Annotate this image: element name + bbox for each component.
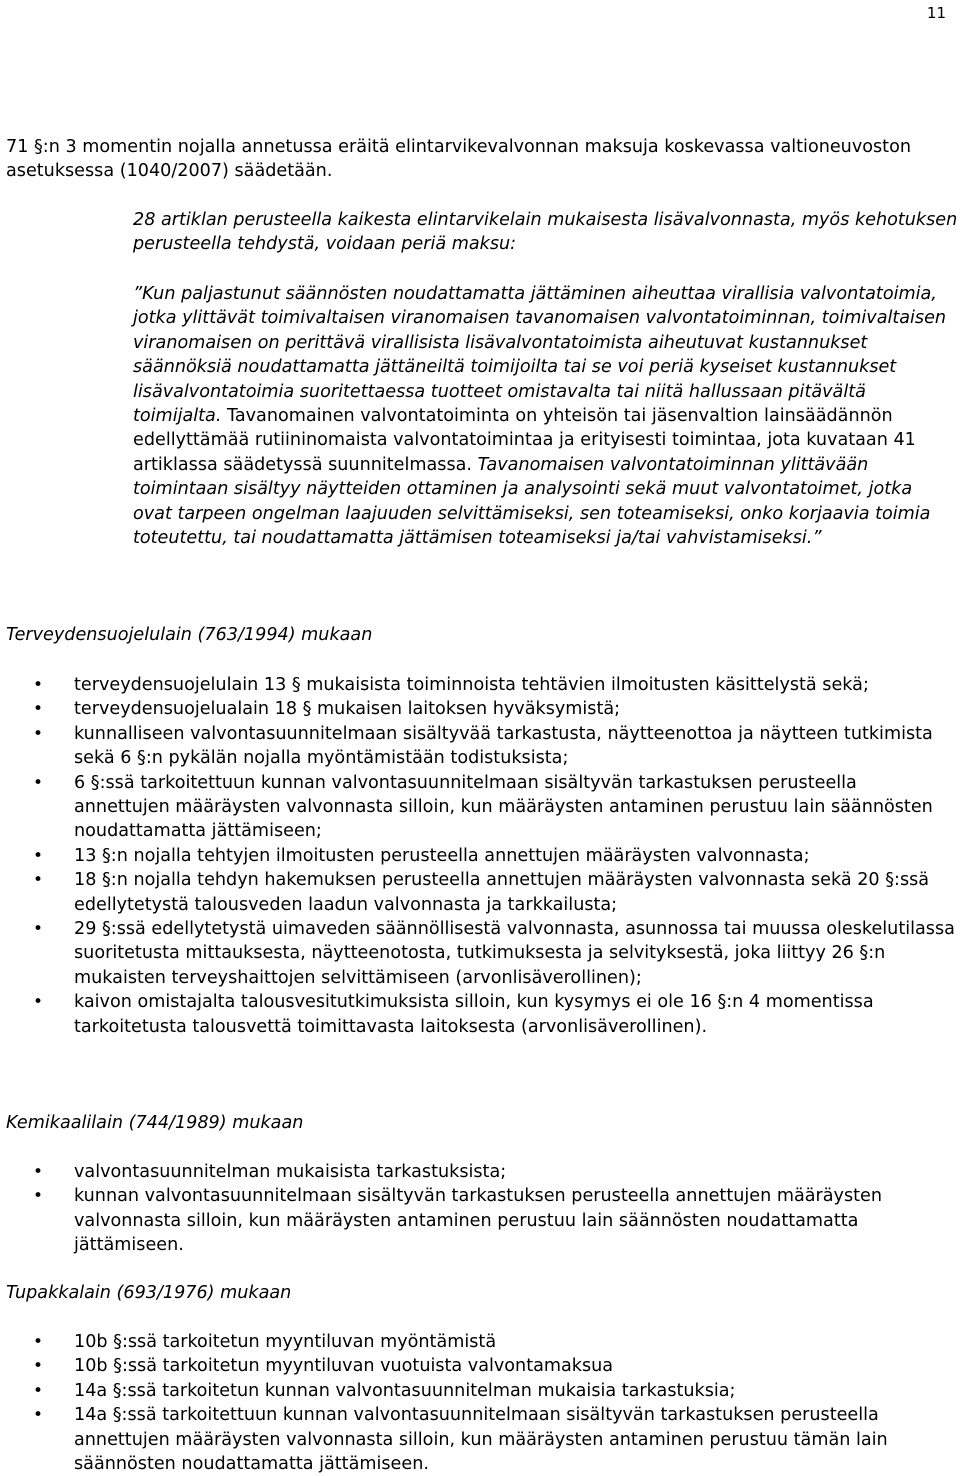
list-item: • 6 §:ssä tarkoitettuun kunnan valvontasuunnitelmaan sisältyvän tarkastuksen perusteella annettujen määräysten valvonnasta silloin, kun määräysten antaminen perustuu lain säännösten noudattamatta jättämiseen; [0,771,955,844]
section-heading-kemikaalilaki: Kemikaalilain (744/1989) mukaan [6,1113,304,1133]
section-heading-tupakkalaki: Tupakkalain (693/1976) mukaan [6,1283,292,1303]
regulation-quote [133,282,953,550]
intro-paragraph: 71 §:n 3 momentin nojalla annetussa eräitä elintarvikevalvonnan maksuja koskevassa valtioneuvoston asetuksessa (1040/2007) säädetään. [6,137,911,182]
section-heading-terveydensuojelulaki: Terveydensuojelulain (763/1994) mukaan [6,625,373,645]
list-item: • kunnalliseen valvontasuunnitelmaan sisältyvää tarkastusta, näytteenottoa ja näytteen tutkimista sekä 6 §:n pykälän nojalla myöntämistään todistuksista; [0,722,955,771]
list-item: • 14a §:ssä tarkoitettuun kunnan valvontasuunnitelmaan sisältyvän tarkastuksen perusteella annettujen määräysten valvonnasta silloin, kun määräysten antaminen perustuu tämän lain säännösten noudattamatta jättämiseen. [0,1403,955,1476]
tupakkalaki-list [0,1330,955,1476]
list-item: • 10b §:ssä tarkoitetun myyntiluvan myöntämistä [0,1330,955,1354]
list-item: • terveydensuojelualain 18 § mukaisen laitoksen hyväksymistä; [0,697,955,721]
list-item: • terveydensuojelulain 13 § mukaisista toiminnoista tehtävien ilmoitusten käsittelystä sekä; [0,673,955,697]
list-item: • 10b §:ssä tarkoitetun myyntiluvan vuotuista valvontamaksua [0,1354,955,1378]
list-item: • kaivon omistajalta talousvesitutkimuksista silloin, kun kysymys ei ole 16 §:n 4 momentissa tarkoitetusta talousvettä toimittavasta laitoksesta (arvonlisäverollinen). [0,990,955,1039]
quote-italic-text: ”Kun paljastunut säännösten noudattamatta jättäminen aiheuttaa virallisia valvontatoimia, jotka ylittävät toimivaltaisen viranomaisen tavanomaisen valvontatoiminnan, toimivaltaisen viranomaisen on perittävä virallisista lisävalvontatoimista aiheutuvat kustannukset säännöksiä noudattamatta jättäneiltä toimijoilta tai se voi periä kyseiset kustannukset lisävalvontatoimia suoritettaessa tuotteet omistavalta tai niitä hallussaan pitävältä toimijalta. [133,284,947,427]
list-item: • 13 §:n nojalla tehtyjen ilmoitusten perusteella annettujen määräysten valvonnasta; [0,844,955,868]
list-item: • valvontasuunnitelman mukaisista tarkastuksista; [0,1160,955,1184]
list-item: • 29 §:ssä edellytetystä uimaveden säännöllisestä valvonnasta, asunnossa tai muussa oleskelutilassa suoritetusta mittauksesta, näytteenotosta, tutkimuksesta ja selvityksestä, joka liittyy 26 §:n mukaisten terveyshaittojen selvittämiseen (arvonlisäverollinen); [0,917,955,990]
list-item: • 14a §:ssä tarkoitetun kunnan valvontasuunnitelman mukaisia tarkastuksia; [0,1379,955,1403]
quote-normal-text: Tavanomainen valvontatoiminta on yhteisön tai jäsenvaltion lainsäädännön edellyttämää rutiininomaista valvontatoimintaa ja erityisesti toimintaa, jota kuvataan 41 artiklassa säädetyssä suunnitelmassa. [133,406,916,475]
page-number: 11 [926,4,946,22]
terveydensuojelulaki-list [0,673,955,1039]
quote-italic-text-2: Tavanomaisen valvontatoiminnan ylittävään toimintaan sisältyy näytteiden ottaminen ja analysointi sekä muut valvontatoimet, jotka ovat tarpeen ongelman laajuuden selvittämiseksi, sen toteamiseksi, onko korjaavia toimia toteutettu, tai noudattamatta jättämisen toteamiseksi ja/tai vahvistamiseksi.” [133,454,931,549]
quote-lead-paragraph: 28 artiklan perusteella kaikesta elintarvikelain mukaisesta lisävalvonnasta, myös kehotuksen perusteella tehdystä, voidaan periä maksu: [133,210,958,255]
kemikaalilaki-list [0,1160,955,1258]
list-item: • 18 §:n nojalla tehdyn hakemuksen perusteella annettujen määräysten valvonnasta sekä 20 §:ssä edellytetystä talousveden laadun valvonnasta ja tarkkailusta; [0,868,955,917]
list-item: • kunnan valvontasuunnitelmaan sisältyvän tarkastuksen perusteella annettujen määräysten valvonnasta silloin, kun määräysten antaminen perustuu lain säännösten noudattamatta jättämiseen. [0,1184,955,1257]
